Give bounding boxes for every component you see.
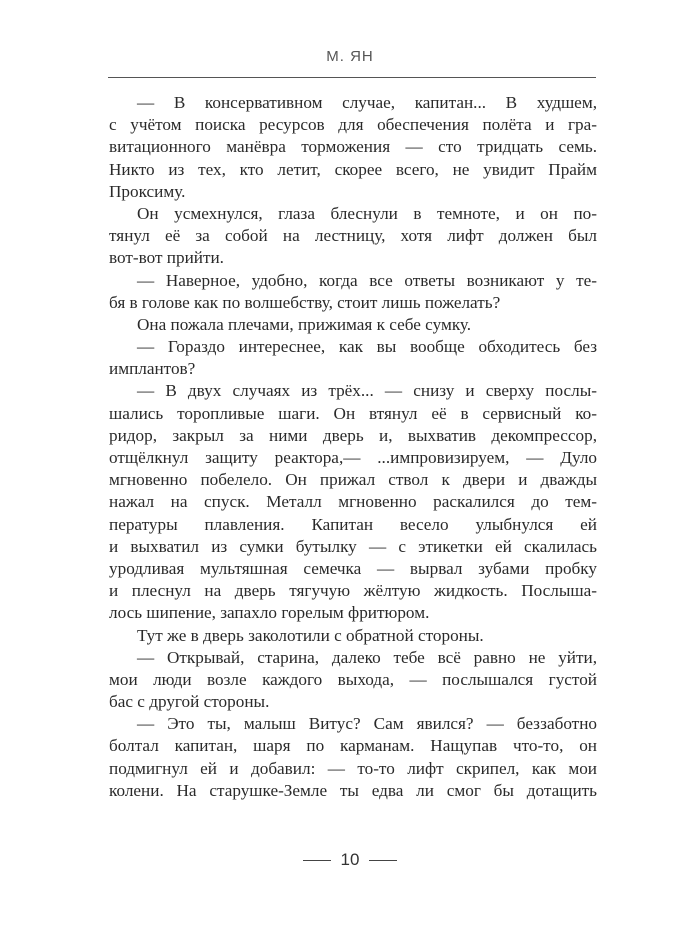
- text-line: колени. На старушке-Земле ты едва ли смог бы дотащить: [109, 780, 597, 800]
- text-line: бя в голове как по волшебству, стоит лишь пожелать?: [109, 292, 501, 312]
- text-line: уродливая мультяшная семечка — вырвал зубами пробку: [109, 558, 597, 578]
- text-line: Он усмехнулся, глаза блеснули в темноте, и он по-: [137, 203, 597, 223]
- page-body-text: [109, 92, 597, 802]
- text-line: — В консервативном случае, капитан... В худшем,: [137, 93, 597, 112]
- text-line: Никто из тех, кто летит, скорее всего, не увидит Прайм: [109, 159, 597, 179]
- footer-dash-right: [369, 860, 397, 861]
- text-line: и плеснул на дверь тягучую жёлтую жидкость. Послыша-: [109, 581, 597, 601]
- text-line: тянул её за собой на лестницу, хотя лифт должен был: [109, 226, 597, 246]
- text-line: — Это ты, малыш Витус? Сам явился? — беззаботно: [137, 714, 597, 734]
- text-line: пературы плавления. Капитан весело улыбнулся ей: [109, 514, 597, 534]
- page-number: 10: [340, 850, 360, 869]
- page-footer: [0, 845, 700, 875]
- text-line: — Гораздо интереснее, как вы вообще обходитесь без: [137, 337, 597, 357]
- text-line: — Наверное, удобно, когда все ответы возникают у те-: [137, 270, 597, 290]
- text-line: Проксиму.: [109, 181, 186, 201]
- text-line: с учётом поиска ресурсов для обеспечения полёта и гра-: [109, 115, 597, 135]
- text-line: лось шипение, запахло горелым фритюром.: [109, 603, 430, 623]
- running-header-author: М. ЯН: [326, 48, 374, 65]
- text-line: подмигнул ей и добавил: — то-то лифт скрипел, как мои: [109, 758, 597, 778]
- text-line: ридор, закрыл за ними дверь и, выхватив декомпрессор,: [109, 425, 597, 445]
- text-line: Она пожала плечами, прижимая к себе сумку.: [137, 314, 472, 334]
- text-line: — В двух случаях из трёх... — снизу и сверху послы-: [137, 381, 597, 401]
- footer-dash-left: [303, 860, 331, 861]
- text-line: отщёлкнул защиту реактора,— ...импровизируем, — Дуло: [109, 448, 597, 467]
- text-line: болтал капитан, шаря по карманам. Нащупав что-то, он: [109, 736, 597, 756]
- text-line: Тут же в дверь заколотили с обратной стороны.: [137, 625, 484, 645]
- text-line: имплантов?: [109, 359, 196, 379]
- text-line: вот-вот прийти.: [109, 248, 224, 268]
- text-line: шались торопливые шаги. Он втянул её в сервисный ко-: [109, 403, 597, 423]
- text-line: мои люди возле каждого выхода, — послышался густой: [109, 669, 597, 689]
- text-line: нажал на спуск. Металл мгновенно раскалился до тем-: [109, 492, 597, 512]
- text-line: — Открывай, старина, далеко тебе всё равно не уйти,: [137, 647, 597, 667]
- text-line: бас с другой стороны.: [109, 692, 270, 712]
- header-rule: [108, 77, 596, 78]
- text-line: и выхватил из сумки бутылку — с этикетки ей скалилась: [109, 536, 597, 556]
- text-line: мгновенно побелело. Он прижал ствол к двери и дважды: [109, 470, 597, 490]
- text-line: витационного манёвра торможения — сто тридцать семь.: [109, 137, 597, 157]
